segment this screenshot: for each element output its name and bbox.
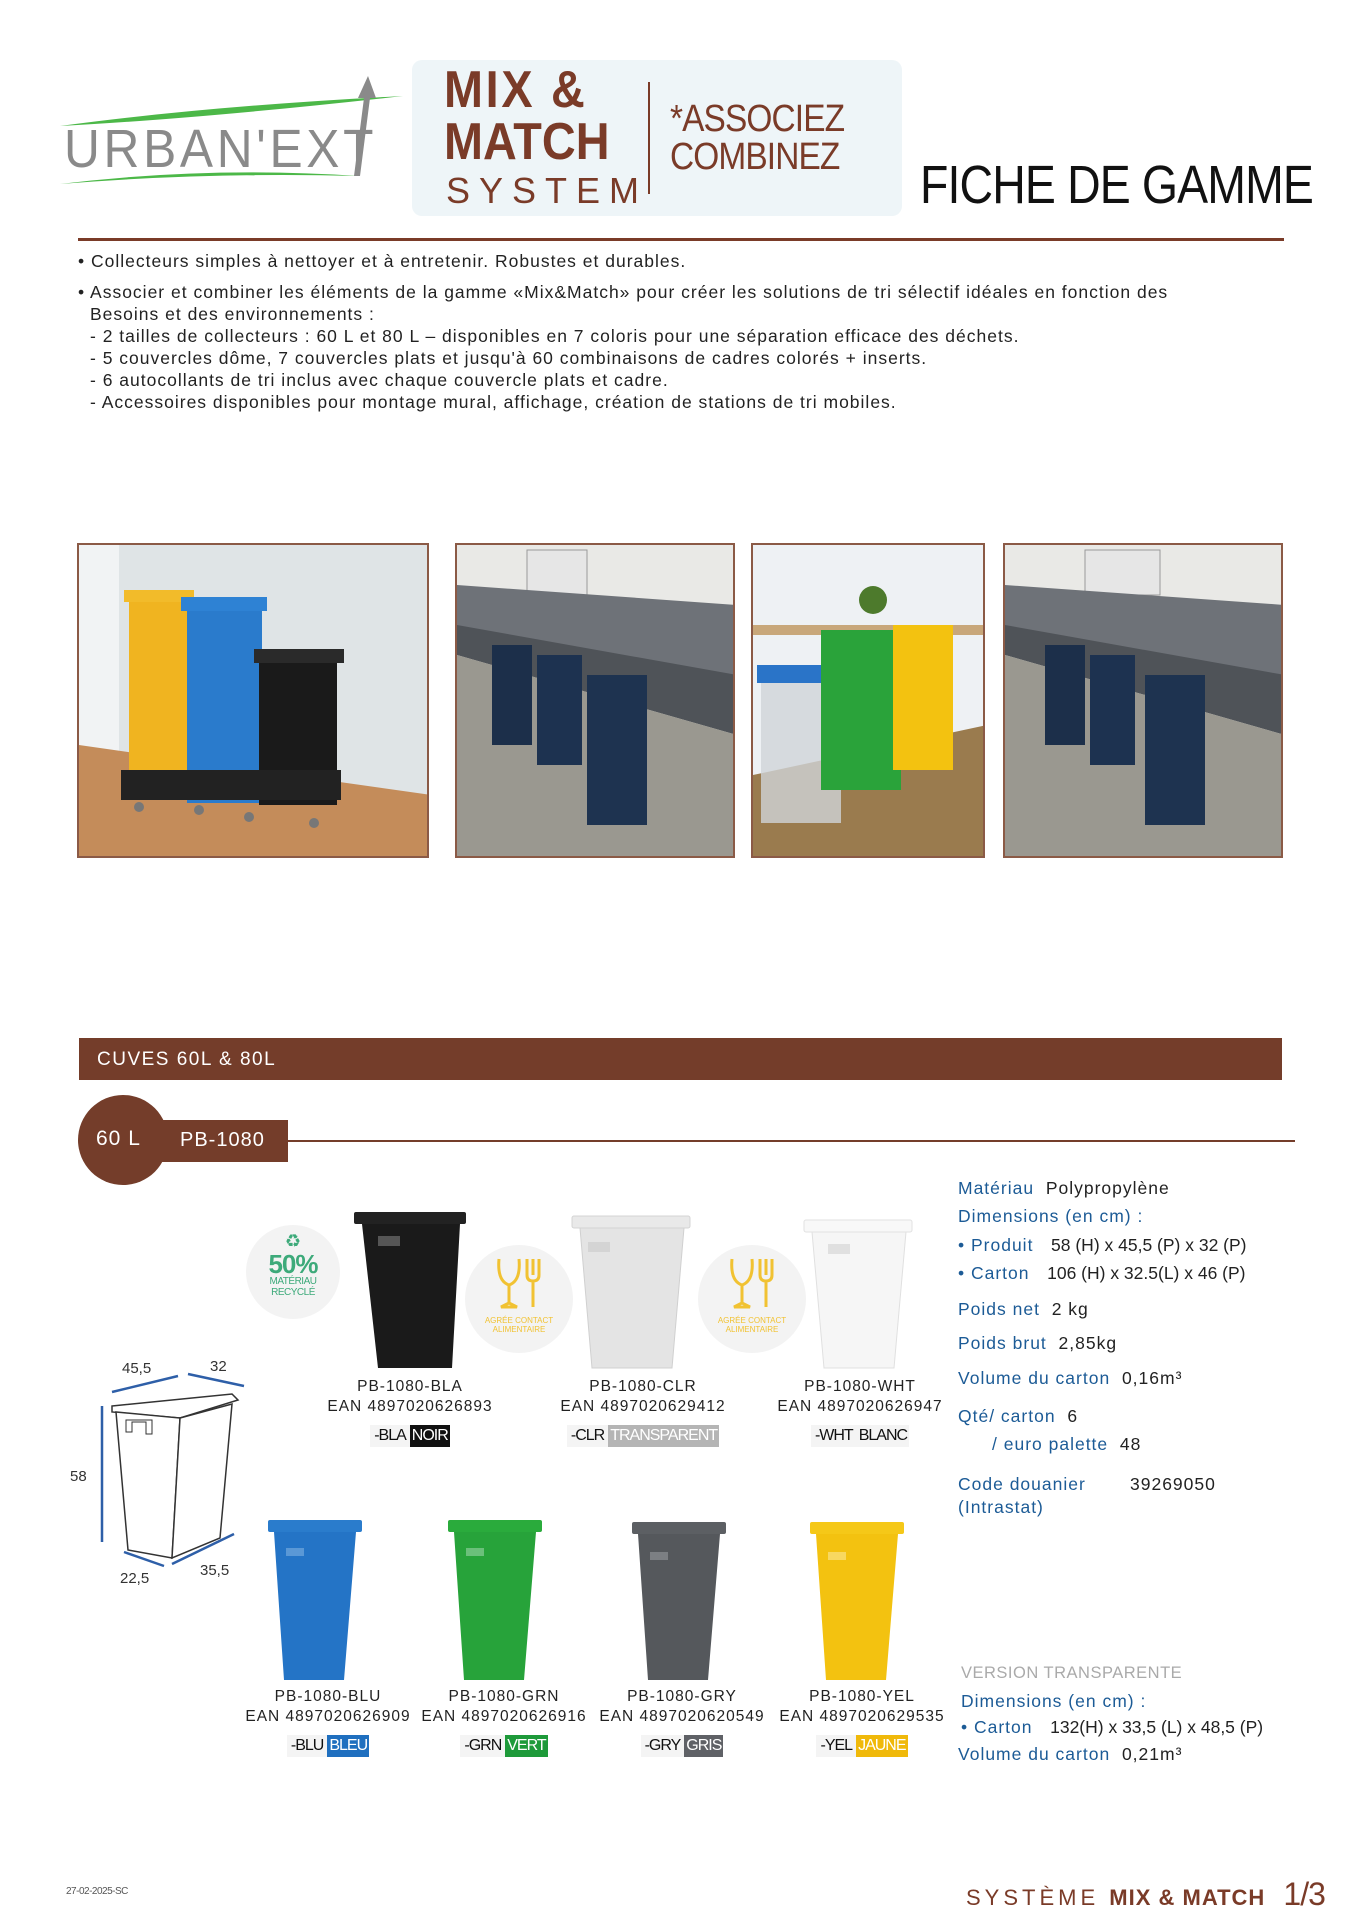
product-ean: EAN 4897020626947 <box>777 1398 943 1415</box>
spec-value: 106 (H) x 32.5(L) x 46 (P) <box>1047 1263 1246 1283</box>
spec-label: • Carton <box>958 1263 1030 1283</box>
product-ref: PB-1080-BLU <box>274 1688 382 1705</box>
product-ean: EAN 4897020626916 <box>421 1708 587 1725</box>
spec-value: 2 kg <box>1051 1299 1089 1319</box>
recycle-icon: ♻ <box>284 1231 302 1251</box>
mm-line-1: MIX & <box>444 61 588 119</box>
color-swatch <box>548 1425 738 1447</box>
spec-value: 2,85kg <box>1058 1333 1118 1353</box>
intro-sub-item: - Accessoires disponibles pour montage mural, affichage, création de stations de tri mobiles. <box>90 392 897 412</box>
dim-width-bottom: 22,5 <box>120 1570 150 1587</box>
transparent-carton-dims <box>961 1717 1263 1738</box>
dim-depth-top: 32 <box>210 1358 227 1375</box>
tagline-combinez: COMBINEZ <box>670 136 840 178</box>
intro-sub-item: - 6 autocollants de tri inclus avec chaque couvercle plats et cadre. <box>90 370 669 390</box>
color-suffix: -BLU <box>287 1735 327 1757</box>
transparent-dims-label: Dimensions (en cm) : <box>961 1691 1147 1711</box>
food-line-2: ALIMENTAIRE <box>725 1325 779 1334</box>
tagline-associez: *ASSOCIEZ <box>670 98 845 140</box>
product-ref: PB-1080-WHT <box>804 1378 916 1395</box>
spec-customs-label: Code douanier <box>958 1474 1086 1494</box>
photo-colored-bins-corner <box>751 543 985 858</box>
spec-label: Poids brut <box>958 1333 1047 1353</box>
color-name: TRANSPARENT <box>608 1425 719 1447</box>
product-ean: EAN 4897020629535 <box>779 1708 945 1725</box>
color-swatch <box>320 1425 500 1447</box>
spec-qty-pallet <box>992 1434 1141 1455</box>
product-ref: PB-1080-CLR <box>589 1378 697 1395</box>
spec-value: 58 (H) x 45,5 (P) x 32 (P) <box>1051 1235 1247 1255</box>
product-ref: PB-1080-GRY <box>627 1688 737 1705</box>
product-ref: PB-1080-GRN <box>448 1688 560 1705</box>
intro-sub-item: - 2 tailles de collecteurs : 60 L et 80 L – disponibles en 7 coloris pour une séparation efficace des déchets. <box>90 326 1020 346</box>
product-ref: PB-1080-BLA <box>357 1378 463 1395</box>
bin-green-image <box>416 1518 592 1682</box>
spec-value: 48 <box>1119 1434 1142 1454</box>
intro-sub-item: - 5 couvercles dôme, 7 couvercles plats et jusqu'à 60 combinaisons de cadres colorés + inserts. <box>90 348 928 368</box>
spec-label: Poids net <box>958 1299 1040 1319</box>
spec-value: 0,16m³ <box>1121 1368 1183 1388</box>
spec-material <box>958 1178 1170 1199</box>
spec-label: • Carton <box>961 1717 1033 1737</box>
dimension-diagram <box>60 1360 260 1590</box>
dim-depth-bottom: 35,5 <box>200 1562 230 1579</box>
color-swatch <box>774 1735 950 1757</box>
food-line-2: ALIMENTAIRE <box>492 1325 546 1334</box>
dim-height: 58 <box>70 1468 87 1485</box>
spec-carton-dims <box>958 1263 1246 1284</box>
document-code: 27-02-2025-SC <box>66 1886 128 1897</box>
intro-bullet-1: • Collecteurs simples à nettoyer et à entretenir. Robustes et durables. <box>78 251 687 271</box>
spec-gross-weight <box>958 1333 1117 1354</box>
mm-line-3: SYSTEM <box>446 170 649 211</box>
color-suffix: -WHT <box>811 1425 857 1447</box>
color-swatch <box>770 1425 950 1447</box>
transparent-carton-volume <box>958 1744 1182 1765</box>
color-suffix: -CLR <box>567 1425 608 1447</box>
spec-customs-value: 39269050 <box>1130 1474 1216 1494</box>
size-label: 60 L <box>96 1127 141 1150</box>
bin-yellow-image <box>774 1518 950 1682</box>
bin-outline-icon <box>60 1360 260 1590</box>
mix-match-banner <box>412 60 902 216</box>
footer-brand-bold: MIX & MATCH <box>1109 1885 1266 1910</box>
photo-bins-on-dollies <box>77 543 429 858</box>
color-suffix: -BLA <box>370 1425 410 1447</box>
product-ean: EAN 4897020620549 <box>599 1708 765 1725</box>
page-title: FICHE DE GAMME <box>920 155 1314 215</box>
spec-label: Volume du carton <box>958 1744 1111 1764</box>
spec-label: • Produit <box>958 1235 1034 1255</box>
recycle-percent: 50% <box>268 1249 318 1279</box>
product-ref: PB-1080-YEL <box>809 1688 915 1705</box>
section-title: CUVES 60L & 80L <box>97 1049 277 1070</box>
spec-label: Matériau <box>958 1178 1035 1198</box>
product-ean: EAN 4897020629412 <box>560 1398 726 1415</box>
product-code: PB-1080 <box>180 1129 265 1151</box>
spec-qty-carton <box>958 1406 1078 1427</box>
color-swatch <box>240 1735 416 1757</box>
spec-dimensions-label: Dimensions (en cm) : <box>958 1206 1144 1226</box>
food-line-1: AGRÉE CONTACT <box>484 1316 554 1325</box>
spec-net-weight <box>958 1299 1089 1320</box>
color-name: VERT <box>505 1735 547 1757</box>
intro-bullet-2-cont: Besoins et des environnements : <box>90 304 375 324</box>
color-suffix: -GRY <box>641 1735 685 1757</box>
recycle-line-1: MATÉRIAU <box>269 1276 317 1287</box>
product-card-blu <box>240 1518 416 1757</box>
spec-customs-label-2: (Intrastat) <box>958 1497 1044 1517</box>
food-line-1: AGRÉE CONTACT <box>717 1316 787 1325</box>
photo-bins-under-counter <box>455 543 735 858</box>
subsection-rule <box>288 1140 1295 1142</box>
color-suffix: -YEL <box>816 1735 856 1757</box>
spec-label: / euro palette <box>992 1434 1109 1454</box>
product-ean: EAN 4897020626909 <box>245 1708 411 1725</box>
product-card-gry <box>594 1518 770 1757</box>
spec-value: 0,21m³ <box>1121 1744 1183 1764</box>
urbanext-logo <box>58 66 408 196</box>
color-name: BLANC <box>857 1425 909 1447</box>
spec-value: 6 <box>1067 1406 1079 1426</box>
color-swatch <box>416 1735 592 1757</box>
footer-brand-light: SYSTÈME <box>966 1885 1100 1910</box>
photo-bins-kitchen <box>1003 543 1283 858</box>
banner-divider <box>648 82 650 194</box>
spec-label: Volume du carton <box>958 1368 1111 1388</box>
color-name: BLEU <box>327 1735 369 1757</box>
product-ean: EAN 4897020626893 <box>327 1398 493 1415</box>
product-card-clr <box>548 1208 738 1447</box>
bin-white-image <box>770 1208 950 1372</box>
color-name: GRIS <box>684 1735 723 1757</box>
intro-text <box>78 250 1298 413</box>
bin-blue-image <box>240 1518 416 1682</box>
product-card-yel <box>774 1518 950 1757</box>
color-swatch <box>594 1735 770 1757</box>
page-number: 1/3 <box>1283 1876 1325 1912</box>
spec-label: Qté/ carton <box>958 1406 1056 1426</box>
footer-brand <box>966 1876 1325 1913</box>
logo-wordmark: URBAN'EXT <box>64 119 378 179</box>
transparent-title: VERSION TRANSPARENTE <box>961 1664 1183 1682</box>
bin-black-image <box>320 1208 500 1372</box>
dim-width-top: 45,5 <box>122 1360 152 1377</box>
color-name: NOIR <box>410 1425 450 1447</box>
color-suffix: -GRN <box>460 1735 505 1757</box>
product-card-wht <box>770 1208 950 1447</box>
bin-grey-image <box>594 1518 770 1682</box>
spec-product-dims <box>958 1235 1247 1256</box>
bin-transparent-image <box>548 1208 738 1372</box>
spec-carton-volume <box>958 1368 1182 1389</box>
intro-bullet-2: • Associer et combiner les éléments de la gamme «Mix&Match» pour créer les solutions de tri sélectif idéales en fonction des <box>78 282 1169 302</box>
product-card-bla <box>320 1208 500 1447</box>
recycle-line-2: RECYCLÉ <box>271 1287 315 1298</box>
color-name: JAUNE <box>856 1735 907 1757</box>
section-band <box>79 1038 1282 1080</box>
mm-line-2: MATCH <box>444 113 610 171</box>
product-card-grn <box>416 1518 592 1757</box>
spec-value: 132(H) x 33,5 (L) x 48,5 (P) <box>1050 1717 1264 1737</box>
spec-value: Polypropylène <box>1045 1178 1170 1198</box>
header-divider <box>78 238 1284 241</box>
